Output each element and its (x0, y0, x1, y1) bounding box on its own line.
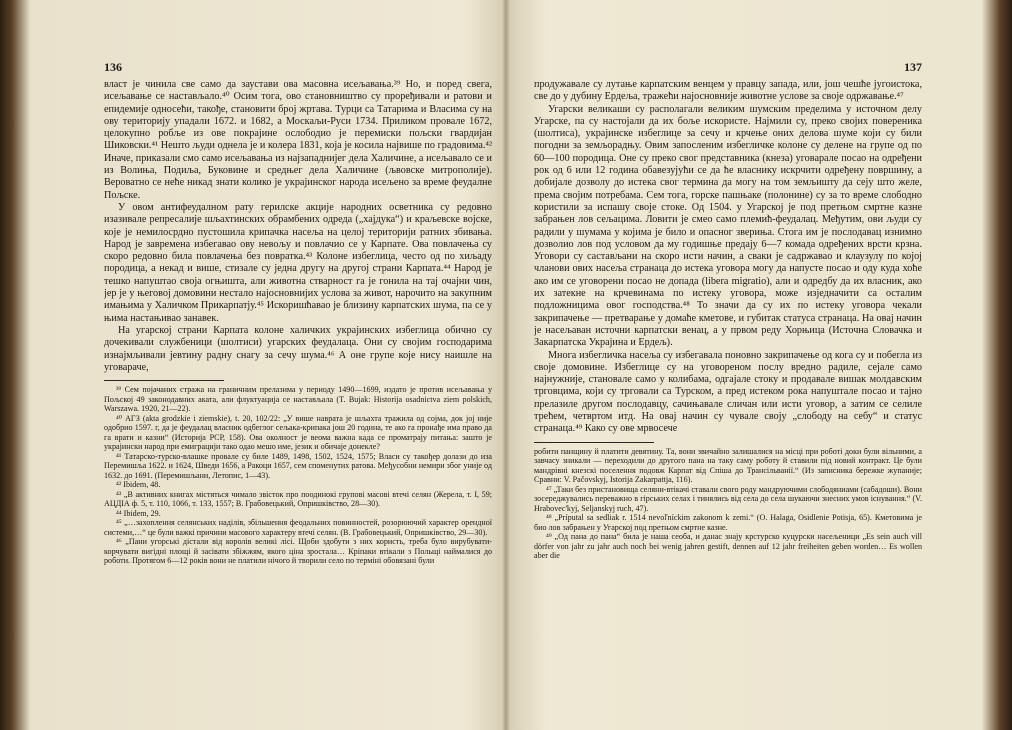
footnote: ⁴² Ibidem, 48. (116, 480, 161, 490)
footnote: ⁴³ „В активних книгах містяться чимало звісток про поодинокі групові масові втечі селян (Жерела, т. І, 59; АЦДІА ф. 5, т. 110, 1066, т. 133, 1557; В. Грабовецький, Опришківство, 28—30). (104, 489, 492, 509)
footnote: ³⁹ Сем појачаних стража на граничним прелазима у периоду 1490—1699, издато је против исељавања у Пољској 49 законодавних аката, али флуктуација се настављала (T. Bujak: Historija osadnictva ziem polskich, Warszawa. 1920, 21—22). (104, 385, 492, 414)
paragraph: На угарској страни Карпата колоне халичких украјинских избеглица обично су дочекивали службеници (шолтиси) угарских феудалаца. Они су својим господарима изнајмљивали јевтину радну снагу за сечу шума.⁴⁶ А оне групе које нису наишле на уговараче, (104, 324, 492, 373)
page-body (534, 79, 922, 561)
paragraph: продужавале су лутање карпатским венцем у правцу запада, или, још чешће југоистока, све до у дубину Ердеља, тражећи најосновније животне услове за своје одржавање.⁴⁷ (534, 79, 922, 103)
footnote: ⁴¹ Татарско-турско-влашке провале су биле 1489, 1498, 1502, 1524, 1575; Власи су такођер долази до иза Перемишља 1622. и 1624, Шведи 1656, а Ракоци 1657, сем споменутих ратова. Међусобни немири због уније од 1632. до 1691. (Перемишљани, Летопис, 1—43). (104, 451, 492, 480)
footnote: ⁴⁵ „…захоплення селянських наділів, збільшення феодальних повинностей, розорюючий характер орендної системи,…“ це були важкі причини масового характеру втечі селян. (В. Грабовецький, Опришківство, 29—30). (104, 518, 492, 537)
paragraph: власт је чинила све само да заустави ова масовна исељавања.³⁹ Но, и поред свега, исељавање се настављало.⁴⁰ Осим тога, ово становништво су проређивали и ратови и епидемије односећи, такође, становити број жртава. Турци са Татарима и Власима су на ову територију упадали 1672. и 1682, а Москаљи-Руси 1734. Приликом провале 1672, целокупно робље из ове покрајине ослободио је перемиски пољски гвардијан Шиковски.⁴¹ Нешто људи однела је и колера 1831, која је косила највише по градовима.⁴² Иначе, приказали смо само исељавања из најзападнијег дела Халичине, а исељавало се и из Волиња, Подиља, Буковине и средњег дела Халичине (љвовске митрополије). Вероватно се неће никад знати колико је украјинског народа исељено за време феудалне Пољске. (104, 79, 492, 201)
footnotes (534, 447, 922, 561)
body-paragraphs (534, 79, 922, 436)
footnote: ⁴⁴ Ibidem, 29. (116, 508, 161, 518)
left-page (104, 52, 492, 720)
footnote: ⁴⁸ „Príputal sa sedliak r. 1514 nevoľníckim zakonom k zemi.“ (O. Halaga, Osidlenie Potisja, 65). Кметовима је био лов забрањен у Угарској под претњом смртне казне. (534, 513, 922, 532)
footnote: ⁴⁰ АГЗ (akta grodzkie i ziemskie), t. 20, 102/22: „У више наврата је шљахта тражила од сојма, док јој није одобрио 1597. г, да је феудалац власник одбеглог сељака-крипака још 20 година, те ако га пронађе има право да га врати и казни“ (Историја РСР, 158). Ова околност је веома важна када се проматрају питања: зашто је украјински народ при емиграцији тако одао мешо име, језик и обичаје донекле? (104, 413, 492, 452)
footnote-rule (104, 380, 224, 381)
page-number: 137 (904, 60, 922, 74)
page-number: 136 (104, 60, 122, 74)
footnote: ⁴⁶ „Пани угорські дістали від королів великі лісі. Щоби здобути з них користь, треба було вирубувати-корчувати вигідні площі й засівати збіжжям, якого ціна зростала… Кріпаки втікали з Польщі наймалися до роботи. Протягом 6—12 років вони не платили нічого й творили село по терміні обовязані були (104, 537, 492, 566)
footnotes (104, 385, 492, 566)
footnote: ⁴⁹ „Од пана до пана“ била је наша сеоба, и данас знају крстурско куцурски насељеници „Es sein auch vill dörfer von jahr zu jahr auch noch bei wenig jahren gestift, dennen auf 12 jahr freiheiten geben worden… Es wollen aber die (534, 532, 922, 561)
paragraph: Угарски великаши су располагали великим шумским пределима у источном делу Угарске, па су настојали да их боље искористе. Најмили су, преко својих повереника (шолтиса), украјинске избеглице за сечу и крчење оних делова шуме који су били погодни за земљорадњу. Овим запосленим избегличке колоне су делене на групе од по 60—100 породица. Оне су преко свог представника (кнеза) уговарале посао на одређени рок од 6 или 12 година обавезујући се да ће власнику искрчити одређену површину, а добијале дозволу до истека свог термина да могу на том земљишту да сеју што желе, према својим потребама. Сем тога, горске пашњаке (полонине) су за то време слободно користили за испашу своје стоке. Од 1504. у Угарској је под претњом смртне казне забрањен лов сељацима. Ловити је смео само племић-феудалац. Међутим, ови људи су радили у шумама у којима је било и опасног звериња. Стога им је послодавац изнимно дозволио лов под условом да му годишње предају 6—7 комада одређених врсти крзна. Уговори су састављани на скоро исти начин, а сваки је садржавао и клаузулу по којој чланови ових насеља странаца до истека уговора могу да напусте посао и оду куда хоће ако им се уговорени посао не допада (libera migratio), али и одредбу да их власник, ако их затекне на крчевинама по истеку уговора, може изједначити са осталим подложницима овог господства.⁴⁸ То значи да су их по истеку уговора чекали закрипачење — претварање у домаће кметове, и губитак статуса странаца. На овај начин је насељаван источни карпатски венац, а у првом реду Хорњица (Источна Словачка и Закарпатска Украјина и Ердељ). (534, 103, 922, 349)
footnote: робити панщину й платити девятину. Та, вони звичайно залишалися на місці при роботі доки були вільними, а завчасу зникали — переходили до другого пана на таку саму роботу й ставили під новий контракт. Це були мандрівні кнезскі поселення подовж Карпат від Спіша до Трансільванії.“ (Из записника бережке жупаније; Сравни: V. Pačovskyj, Istorija Zakarpattja, 116). (534, 446, 922, 485)
right-page (534, 52, 922, 720)
paragraph: Многа избегличка насеља су избегавала поновно закрипачење од кога су и побегла из своје домовине. Избеглице су на уговореном послу вредно радиле, сејале само најнужније, становале само у колибама, одгајале стоку и продавале вишак молдавским трговцима, који су трговали са Турском, а пред истеком рока напуштале посао и тајно прелазиле другом послодавцу, сачињавале сличан или исти уговор, а затим се селиле трећем, четвртом итд. На овај начин су чувале своју „слободу на себу“ и статус странаца.⁴⁹ Како су ове мрвосече (534, 349, 922, 435)
body-paragraphs (104, 79, 492, 374)
footnote-rule (534, 442, 654, 443)
paragraph: У овом антифеудалном рату герилске акције народних осветника су редовно изазивале репресалије шљахтинских обрамбених одреда („хајдука“) и краљевске војске, које је немилосрдно пустошила крипачка насеља на целој територији ратних збивања. Народ је завремена избегавао ову невољу и повлачио се у Карпате. Ова повлачења су скоро редовно била повлачења без повратка.⁴³ Колоне избеглица, често од по хиљаду породица, а некад и више, стизале су једна другу на другој страни Карпата.⁴⁴ Народ је тешко напуштао своја огњишта, али животна стварност га је гонила на тај очајни чин, јер је у његовој домовини нестало најосновнијих услова за живот, нарочито на закупним имањима у Халичком Прикарпатју.⁴⁵ Искоришћавао је близину карпатских шума, па се у њима настањивао занавек. (104, 201, 492, 324)
footnote: ⁴⁷ „Таки без пристановища селяни-втікачі ставали свого роду мандруючими слободяниами (сабадоши). Вони зосереджувались переважно в гірських селах і тинялись від села до села шукаючи знесних умов існування.“ (V. Hrabovec'kyj, Seljanskyj ruch, 47). (534, 484, 922, 513)
page-body (104, 79, 492, 566)
